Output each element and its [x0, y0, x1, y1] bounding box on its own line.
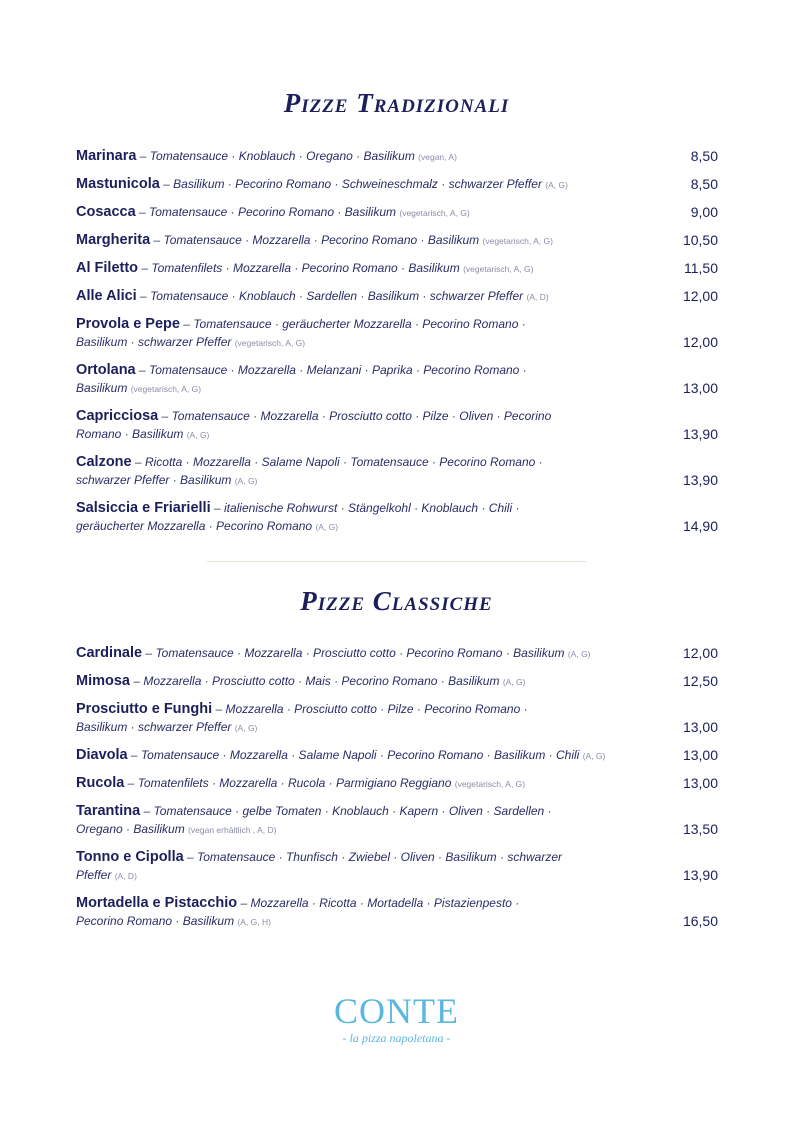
dash-separator: – — [124, 776, 138, 790]
menu-item — [76, 892, 718, 938]
allergen-info: (vegetarisch, A, G) — [454, 779, 526, 789]
menu-item-text — [76, 451, 566, 490]
pizza-price: 14,90 — [682, 518, 718, 534]
conte-logo — [0, 992, 793, 1046]
menu-item-text — [76, 313, 566, 352]
menu-item-text — [76, 744, 648, 765]
allergen-info: (A, G) — [582, 751, 606, 761]
pizza-ingredients: Mozzarella · Prosciutto cotto · Pilze · Pecorino Romano · Basilikum · schwarzer Pfeffer — [76, 702, 528, 734]
pizza-name: Mastunicola — [76, 176, 160, 192]
pizza-price: 11,50 — [684, 260, 718, 276]
pizza-ingredients: Tomatensauce · Mozzarella · Pecorino Romano · Basilikum — [163, 233, 480, 247]
pizza-ingredients: Tomatenfilets · Mozzarella · Rucola · Parmigiano Reggiano — [137, 776, 452, 790]
pizza-name: Alle Alici — [76, 288, 137, 304]
menu-item-text — [76, 698, 566, 737]
pizza-ingredients: Tomatensauce · Knoblauch · Oregano · Basilikum — [149, 149, 415, 163]
pizza-name: Cosacca — [76, 204, 136, 220]
dash-separator: – — [140, 804, 154, 818]
section-title-classiche: Pizze Classiche — [300, 586, 493, 616]
section-title-tradizionali: Pizze Tradizionali — [283, 88, 510, 118]
pizza-price: 8,50 — [690, 176, 718, 192]
pizza-ingredients: Tomatenfilets · Mozzarella · Pecorino Romano · Basilikum — [151, 261, 460, 275]
pizza-ingredients: Basilikum · Pecorino Romano · Schweineschmalz · schwarzer Pfeffer — [173, 177, 542, 191]
dash-separator: – — [142, 646, 156, 660]
allergen-info: (vegan erhältlich , A, D) — [188, 825, 277, 835]
pizza-price: 13,00 — [682, 775, 718, 791]
menu-list-classiche — [76, 642, 718, 938]
dash-separator: – — [138, 261, 152, 275]
dash-separator: – — [183, 850, 198, 864]
pizza-ingredients: Ricotta · Mozzarella · Salame Napoli · Tomatensauce · Pecorino Romano · schwarzer Pfeffer · Basilikum — [76, 455, 543, 487]
pizza-name: Ortolana — [76, 362, 136, 378]
menu-item — [76, 451, 718, 497]
pizza-price: 12,00 — [682, 645, 718, 661]
pizza-price: 13,50 — [682, 821, 718, 837]
logo-tagline: - la pizza napoletana - — [342, 1031, 451, 1045]
menu-item — [76, 229, 718, 257]
dash-separator: – — [159, 177, 174, 191]
allergen-info: (vegetarisch, A, G) — [130, 384, 202, 394]
dash-separator: – — [135, 363, 149, 377]
menu-item — [76, 173, 718, 201]
menu-item-text — [76, 405, 566, 444]
dash-separator: – — [131, 455, 145, 469]
allergen-info: (vegetarisch, A, G) — [482, 236, 553, 246]
menu-item — [76, 772, 718, 800]
pizza-price: 13,00 — [682, 747, 718, 763]
pizza-name: Tonno e Cipolla — [76, 849, 184, 865]
allergen-info: (A, G) — [186, 430, 210, 440]
pizza-name: Calzone — [76, 454, 132, 470]
pizza-name: Provola e Pepe — [76, 316, 180, 332]
allergen-info: (vegan, A) — [418, 152, 457, 162]
pizza-ingredients: Tomatensauce · gelbe Tomaten · Knoblauch · Kapern · Oliven · Sardellen · Oregano · Basilikum — [76, 804, 552, 836]
section-divider — [207, 561, 586, 562]
dash-separator: – — [210, 501, 224, 515]
dash-separator: – — [130, 674, 144, 688]
pizza-ingredients: Mozzarella · Ricotta · Mortadella · Pistazienpesto · Pecorino Romano · Basilikum — [76, 896, 520, 928]
menu-item — [76, 846, 718, 892]
pizza-ingredients: Mozzarella · Prosciutto cotto · Mais · Pecorino Romano · Basilikum — [143, 674, 500, 688]
pizza-price: 13,90 — [682, 426, 718, 442]
menu-item — [76, 670, 718, 698]
pizza-price: 13,90 — [682, 867, 718, 883]
menu-item-text — [76, 359, 566, 398]
pizza-price: 16,50 — [682, 913, 718, 929]
menu-item-text — [76, 846, 566, 885]
pizza-ingredients: Tomatensauce · Pecorino Romano · Basilikum — [149, 205, 397, 219]
allergen-info: (vegetarisch, A, G) — [463, 264, 534, 274]
pizza-price: 9,00 — [690, 204, 718, 220]
menu-item — [76, 313, 718, 359]
allergen-info: (A, D) — [114, 871, 137, 881]
dash-separator: – — [136, 289, 151, 303]
pizza-ingredients: italienische Rohwurst · Stängelkohl · Knoblauch · Chili · geräucherter Mozzarella · Pecorino Romano — [76, 501, 520, 533]
pizza-price: 12,50 — [682, 673, 718, 689]
pizza-name: Mimosa — [76, 673, 130, 689]
menu-item-text — [76, 800, 566, 839]
pizza-price: 13,00 — [682, 719, 718, 735]
pizza-ingredients: Tomatensauce · Mozzarella · Prosciutto cotto · Pecorino Romano · Basilikum — [155, 646, 565, 660]
pizza-name: Tarantina — [76, 803, 141, 819]
pizza-price: 12,00 — [682, 334, 718, 350]
allergen-info: (A, G) — [234, 476, 258, 486]
menu-item — [76, 201, 718, 229]
pizza-price: 8,50 — [690, 148, 718, 164]
dash-separator: – — [237, 896, 251, 910]
menu-item — [76, 359, 718, 405]
allergen-info: (A, G) — [567, 649, 591, 659]
pizza-name: Diavola — [76, 747, 128, 763]
pizza-ingredients: Tomatensauce · geräucherter Mozzarella · Pecorino Romano · Basilikum · schwarzer Pfeffer — [76, 317, 526, 349]
dash-separator: – — [179, 317, 194, 331]
dash-separator: – — [136, 149, 150, 163]
pizza-name: Margherita — [76, 232, 151, 248]
pizza-name: Cardinale — [76, 645, 143, 661]
pizza-name: Marinara — [76, 148, 137, 164]
pizza-ingredients: Tomatensauce · Mozzarella · Salame Napoli · Pecorino Romano · Basilikum · Chili — [140, 748, 580, 762]
pizza-name: Salsiccia e Friarielli — [76, 500, 211, 516]
pizza-ingredients: Tomatensauce · Knoblauch · Sardellen · Basilikum · schwarzer Pfeffer — [150, 289, 524, 303]
pizza-price: 13,00 — [682, 380, 718, 396]
menu-item — [76, 497, 718, 543]
menu-item — [76, 744, 718, 772]
dash-separator: – — [158, 409, 172, 423]
dash-separator: – — [212, 702, 226, 716]
pizza-ingredients: Tomatensauce · Mozzarella · Melanzani · Paprika · Pecorino Romano · Basilikum — [76, 363, 527, 395]
pizza-name: Al Filetto — [76, 260, 139, 276]
menu-item-text — [76, 892, 566, 931]
menu-item-text — [76, 670, 648, 691]
menu-item-text — [76, 229, 648, 250]
pizza-ingredients: Tomatensauce · Mozzarella · Prosciutto cotto · Pilze · Oliven · Pecorino Romano · Basilikum — [76, 409, 552, 441]
allergen-info: (A, G) — [315, 522, 339, 532]
menu-item-text — [76, 772, 648, 793]
pizza-name: Prosciutto e Funghi — [76, 701, 213, 717]
dash-separator: – — [127, 748, 141, 762]
pizza-name: Capricciosa — [76, 408, 159, 424]
menu-item-text — [76, 642, 648, 663]
pizza-price: 13,90 — [682, 472, 718, 488]
pizza-name: Mortadella e Pistacchio — [76, 895, 238, 911]
pizza-ingredients: Tomatensauce · Thunfisch · Zwiebel · Oliven · Basilikum · schwarzer Pfeffer — [76, 850, 563, 882]
pizza-price: 12,00 — [682, 288, 718, 304]
allergen-info: (A, D) — [526, 292, 549, 302]
pizza-price: 10,50 — [682, 232, 718, 248]
allergen-info: (vegetarisch, A, G) — [399, 208, 470, 218]
allergen-info: (A, G) — [502, 677, 526, 687]
menu-item-text — [76, 285, 648, 306]
logo-wordmark: CONTE — [334, 991, 459, 1031]
menu-item — [76, 285, 718, 313]
menu-item — [76, 698, 718, 744]
dash-separator: – — [135, 205, 149, 219]
menu-item-text — [76, 173, 648, 194]
menu-item — [76, 800, 718, 846]
dash-separator: – — [150, 233, 164, 247]
pizza-name: Rucola — [76, 775, 125, 791]
allergen-info: (A, G) — [545, 180, 568, 190]
menu-item — [76, 642, 718, 670]
allergen-info: (A, G, H) — [237, 917, 271, 927]
allergen-info: (A, G) — [234, 723, 258, 733]
menu-item-text — [76, 201, 648, 222]
menu-item-text — [76, 257, 648, 278]
menu-list-tradizionali — [76, 145, 718, 543]
allergen-info: (vegetarisch, A, G) — [234, 338, 306, 348]
menu-item — [76, 145, 718, 173]
menu-item — [76, 257, 718, 285]
menu-item — [76, 405, 718, 451]
menu-item-text — [76, 145, 648, 166]
menu-item-text — [76, 497, 566, 536]
